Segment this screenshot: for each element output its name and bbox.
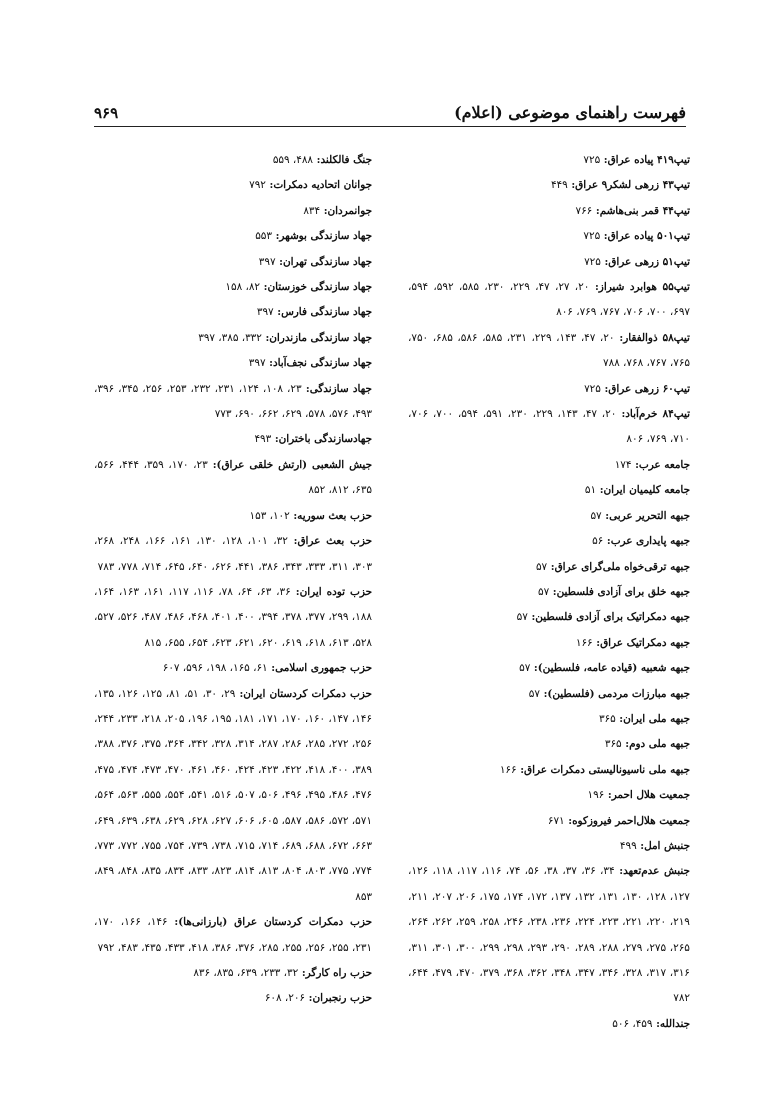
- page-references: ۳۲، ۱۰۱، ۱۲۸، ۱۳۰، ۱۶۱، ۱۶۶، ۲۴۸، ۲۶۸، ۳۰۳، ۳۱۱، ۳۳۳، ۳۴۳، ۳۸۶، ۴۴۱، ۶۲۶، ۶۴۰، ۶۴۵، ۷۱۴، ۷۷۸، ۷۸۳: [94, 535, 372, 573]
- index-term: جمعیت هلال‌احمر فیروزکوه: [572, 814, 690, 827]
- index-term: جوانان اتحادیه دمکرات: [273, 179, 372, 192]
- index-entry: [408, 478, 690, 503]
- term-separator: :: [600, 382, 609, 395]
- page-references: ۲۰، ۴۷، ۱۴۳، ۲۲۹، ۲۳۱، ۵۸۵، ۵۸۶، ۶۸۵، ۷۵۰، ۷۶۵، ۷۶۷، ۷۶۸، ۷۸۸: [408, 331, 690, 370]
- page-references: ۸۳۴: [303, 204, 321, 217]
- index-term: جبهه التحریر عربی: [609, 509, 690, 522]
- term-separator: :: [289, 509, 298, 522]
- index-entry: [94, 529, 372, 580]
- term-separator: :: [603, 535, 611, 548]
- term-separator: :: [600, 255, 609, 268]
- index-term: تیپ۵۱ زرهی عراق: [608, 255, 690, 268]
- index-term: جبهه ملی ناسیونالیستی دمکرات عراق: [524, 763, 690, 776]
- page-references: ۵۷: [590, 509, 602, 522]
- index-entry: [408, 707, 690, 732]
- term-separator: :: [290, 585, 300, 598]
- index-term: حزب جمهوری اسلامی: [275, 662, 372, 675]
- index-term: تیپ۴۴ قمر بنی‌هاشم: [599, 204, 690, 217]
- term-separator: :: [275, 255, 283, 268]
- index-entry: [94, 961, 372, 986]
- term-separator: :: [614, 331, 624, 344]
- term-separator: :: [592, 204, 600, 217]
- term-separator: :: [167, 916, 179, 929]
- index-entry: [408, 859, 690, 1011]
- header-title: فهرست راهنمای موضوعی (اعلام): [454, 103, 686, 122]
- index-entry: [408, 1012, 690, 1037]
- page-references: ۴۴۹: [550, 179, 568, 192]
- page-references: ۴۸۸، ۵۵۹: [272, 154, 313, 166]
- index-entry: [408, 682, 690, 707]
- index-term: جهاد سازندگی خوزستان: [267, 281, 372, 294]
- index-term: جبهه پایداری عرب: [610, 535, 690, 548]
- term-separator: :: [530, 662, 538, 675]
- page-references: ۳۴، ۳۶، ۳۷، ۳۸، ۵۶، ۷۴، ۱۱۶، ۱۱۷، ۱۱۸، ۱۲۶، ۱۲۷، ۱۲۸، ۱۳۰، ۱۳۱، ۱۳۲، ۱۳۷، ۱۷۲، ۱۷۴، ۱۷۵، ۲۰۶، ۲۰۷، ۲۱۱، ۲۱۹، ۲۲۰، ۲۲۱، ۲۲۳، ۲۲۴، ۲۳۶، ۲۳۸، ۲۴۶، ۲۵۸، ۲۵۹، ۲۶۲، ۲۶۴، ۲۶۵، ۲۷۵، ۲۷۹، ۲۸۸، ۲۸۹، ۲۹۰، ۲۹۳، ۲۹۸، ۲۹۹، ۳۰۰، ۳۰۱، ۳۱۱، ۳۱۶، ۳۱۷، ۳۲۸، ۳۴۶، ۳۴۷، ۳۴۸، ۳۶۲، ۳۶۸، ۳۷۹، ۴۷۰، ۴۷۹، ۶۴۴، ۷۸۲: [408, 865, 690, 1005]
- page-references: ۱۷۴: [614, 458, 632, 471]
- index-term: تیپ۴۳ زرهی لشکر۹ عراق: [575, 179, 690, 192]
- page-references: ۷۶۶: [575, 204, 593, 217]
- page-references: ۲۰، ۲۷، ۴۷، ۲۲۹، ۲۳۰، ۵۸۵، ۵۹۲، ۵۹۴، ۶۹۷، ۷۰۰، ۷۰۶، ۷۶۷، ۷۶۹، ۸۰۶: [408, 281, 690, 319]
- index-entry: [408, 732, 690, 757]
- index-term: جهادسازندگی باختران: [278, 433, 372, 446]
- index-term: جوانمردان: [327, 204, 372, 217]
- index-term: جبهه شعبیه (قیاده عامه، فلسطین): [537, 662, 690, 675]
- page-references: ۳۲، ۲۳۳، ۶۳۹، ۸۳۵، ۸۳۶: [193, 967, 299, 979]
- page-references: ۷۲۵: [583, 230, 601, 243]
- index-term: جهاد سازندگی فارس: [281, 306, 372, 319]
- page-references: ۱۶۶: [499, 763, 517, 776]
- index-term: جبهه ترقی‌خواه ملی‌گرای عراق: [554, 560, 690, 573]
- term-separator: :: [614, 865, 624, 878]
- index-term: حزب راه کارگر: [305, 967, 372, 979]
- page-references: ۷۲۵: [583, 154, 601, 166]
- page-references: ۴۵۹، ۵۰۶: [612, 1017, 653, 1030]
- index-entry: [94, 250, 372, 275]
- index-term: حزب بعث سوریه: [297, 509, 372, 522]
- term-separator: :: [267, 662, 276, 675]
- page-references: ۶۷۱: [547, 814, 565, 827]
- index-term: جبهه مبارزات مردمی (فلسطین): [547, 687, 690, 700]
- index-entry: [408, 783, 690, 808]
- index-term: تیپ۵۵ هوابرد شیراز: [598, 281, 690, 294]
- index-term: جبهه ملی ایران: [623, 712, 690, 725]
- term-separator: :: [636, 839, 645, 852]
- index-term: جبهه ملی دوم: [629, 738, 690, 751]
- index-entry: [408, 250, 690, 275]
- index-entry: [408, 529, 690, 554]
- page-references: ۳۶، ۶۳، ۶۴، ۷۸، ۱۱۶، ۱۱۷، ۱۶۱، ۱۶۳، ۱۶۴، ۱۸۸، ۲۹۹، ۳۷۷، ۳۷۸، ۳۹۴، ۴۰۰، ۴۰۱، ۴۶۸، ۴۸۶، ۴۸۷، ۵۲۶، ۵۲۷، ۵۲۸، ۶۱۳، ۶۱۸، ۶۱۹، ۶۲۰، ۶۲۱، ۶۲۳، ۶۵۴، ۶۵۵، ۸۱۵: [94, 585, 372, 649]
- term-separator: :: [615, 712, 624, 725]
- index-entry: [408, 148, 690, 173]
- page-number: ۹۶۹: [94, 104, 119, 122]
- index-term: جبهه خلق برای آزادی فلسطین: [556, 585, 690, 598]
- index-entry: [94, 199, 372, 224]
- index-entry: [408, 402, 690, 453]
- term-separator: :: [652, 1017, 660, 1030]
- right-column: [408, 148, 690, 1037]
- term-separator: :: [298, 967, 306, 979]
- term-separator: :: [601, 509, 610, 522]
- index-term: جبهه دمکراتیک برای آزادی فلسطین: [535, 611, 690, 624]
- page-references: ۵۷: [535, 560, 548, 573]
- index-term: جامعه کلیمیان ایران: [603, 484, 690, 497]
- index-entry: [408, 326, 690, 377]
- page-references: ۵۶: [592, 535, 604, 548]
- index-entry: [94, 910, 372, 961]
- term-separator: :: [261, 331, 270, 344]
- term-separator: :: [235, 687, 244, 700]
- index-term: تیپ۵۸ ذوالفقار: [623, 331, 690, 344]
- term-separator: :: [304, 992, 313, 1005]
- index-term: جنبش عدم‌تعهد: [623, 865, 690, 878]
- index-entry: [94, 656, 372, 681]
- index-entry: [94, 173, 372, 198]
- index-entry: [408, 656, 690, 681]
- index-term: حزب دمکرات کردستان ایران: [243, 687, 372, 700]
- index-entry: [94, 377, 372, 428]
- index-entry: [94, 504, 372, 529]
- index-term: تیپ۶۰ زرهی عراق: [608, 382, 690, 395]
- page-references: ۳۹۷: [258, 255, 276, 268]
- term-separator: :: [320, 204, 328, 217]
- term-separator: :: [600, 154, 608, 166]
- term-separator: :: [547, 560, 555, 573]
- term-separator: :: [260, 281, 268, 294]
- index-entry: [94, 275, 372, 300]
- index-entry: [408, 377, 690, 402]
- page-references: ۸۲، ۱۵۸: [225, 281, 261, 294]
- term-separator: :: [567, 179, 576, 192]
- index-term: جهاد سازندگی تهران: [282, 255, 372, 268]
- page-references: ۳۶۵: [598, 712, 616, 725]
- header-rule: [94, 126, 686, 127]
- term-separator: :: [527, 611, 536, 624]
- page-references: ۲۳، ۱۰۸، ۱۲۴، ۲۳۱، ۲۳۲، ۲۵۳، ۲۵۶، ۳۴۵، ۳۹۶، ۴۹۳، ۵۷۶، ۵۷۸، ۶۲۹، ۶۶۲، ۶۹۰، ۷۷۳: [94, 382, 372, 421]
- page-references: ۵۷: [516, 611, 528, 624]
- index-term: جنبش امل: [644, 839, 690, 852]
- term-separator: :: [621, 738, 630, 751]
- page-references: ۷۹۲: [249, 179, 266, 192]
- index-entry: [408, 224, 690, 249]
- index-entry: [408, 580, 690, 605]
- page-references: ۵۷: [538, 585, 550, 598]
- term-separator: :: [616, 408, 626, 421]
- page-references: ۴۹۳: [254, 433, 272, 446]
- page-references: ۱۹۶: [587, 789, 605, 802]
- term-separator: :: [604, 789, 612, 802]
- index-term: جهاد سازندگی: [309, 382, 372, 395]
- page-header: [94, 92, 686, 122]
- index-term: حزب رنجبران: [312, 992, 372, 1005]
- page-references: ۵۵۳: [255, 230, 272, 243]
- index-entry: [94, 326, 372, 351]
- term-separator: :: [600, 230, 608, 243]
- page-references: ۳۳۲، ۳۸۵، ۳۹۷: [198, 331, 262, 344]
- term-separator: :: [516, 763, 525, 776]
- index-term: حزب دمکرات کردستان عراق (بارزانی‌ها): [178, 916, 372, 929]
- index-term: جهاد سازندگی مازندران: [269, 331, 372, 344]
- index-entry: [408, 809, 690, 834]
- term-separator: :: [265, 357, 273, 370]
- term-separator: :: [539, 687, 548, 700]
- page-references: ۵۷: [519, 662, 531, 675]
- term-separator: :: [631, 458, 639, 471]
- index-entry: [94, 300, 372, 325]
- term-separator: :: [313, 154, 321, 166]
- page-references: ۲۹، ۳۰، ۵۱، ۸۱، ۱۲۵، ۱۲۶، ۱۳۵، ۱۴۶، ۱۴۷، ۱۶۰، ۱۷۰، ۱۷۱، ۱۸۱، ۱۹۵، ۱۹۶، ۲۰۵، ۲۱۸، ۲۳۳، ۲۴۴، ۲۵۶، ۲۷۲، ۲۸۵، ۲۸۶، ۲۸۷، ۳۱۴، ۳۲۸، ۳۴۲، ۳۶۴، ۳۷۵، ۳۷۶، ۳۸۸، ۳۸۹، ۴۰۰، ۴۱۸، ۴۲۲، ۴۲۳، ۴۲۴، ۴۶۰، ۴۶۱، ۴۷۰، ۴۷۳، ۴۷۴، ۴۷۵، ۴۷۶، ۴۸۶، ۴۹۵، ۴۹۶، ۵۰۶، ۵۰۷، ۵۱۶، ۵۴۱، ۵۵۴، ۵۵۵، ۵۶۳، ۵۶۴، ۵۷۱، ۵۷۲، ۵۸۶، ۵۸۷، ۶۰۵، ۶۰۶، ۶۲۷، ۶۲۸، ۶۲۹، ۶۳۸، ۶۳۹، ۶۴۹، ۶۶۳، ۶۷۲، ۶۸۸، ۶۸۹، ۷۱۴، ۷۱۵، ۷۳۸، ۷۳۹، ۷۵۴، ۷۵۵، ۷۷۲، ۷۷۳، ۷۷۴، ۷۷۵، ۸۰۳، ۸۰۴، ۸۱۳، ۸۱۴، ۸۲۳، ۸۳۳، ۸۳۴، ۸۳۵، ۸۴۸، ۸۴۹، ۸۵۳: [94, 687, 372, 903]
- term-separator: :: [271, 433, 279, 446]
- index-term: تیپ۸۴ خرم‌آباد: [625, 408, 690, 421]
- index-entry: [94, 453, 372, 504]
- page-references: ۷۲۵: [584, 382, 601, 395]
- index-term: تیپ۴۱۹ پیاده عراق: [607, 154, 690, 166]
- page-references: ۱۶۶: [575, 636, 593, 649]
- index-term: جندالله: [659, 1017, 690, 1030]
- page-references: ۱۴۶، ۱۶۶، ۱۷۰، ۲۳۱، ۲۵۵، ۲۵۶، ۲۵۵، ۲۸۵، ۳۷۶، ۳۸۶، ۴۱۸، ۴۳۳، ۴۳۵، ۴۸۳، ۷۹۲: [94, 916, 372, 954]
- page-references: ۲۳، ۱۷۰، ۳۵۹، ۴۴۴، ۵۶۶، ۶۳۵، ۸۱۲، ۸۵۲: [94, 458, 372, 497]
- page-references: ۳۹۷: [248, 357, 266, 370]
- page-references: ۶۱، ۱۶۵، ۱۹۸، ۵۹۶، ۶۰۷: [162, 662, 268, 675]
- index-entry: [408, 504, 690, 529]
- page-references: ۳۹۷: [256, 306, 274, 319]
- index-entry: [94, 351, 372, 376]
- term-separator: :: [207, 458, 217, 471]
- term-separator: :: [287, 535, 298, 548]
- index-entry: [94, 986, 372, 1011]
- index-entry: [94, 580, 372, 656]
- index-term: حزب بعث عراق: [297, 535, 372, 548]
- index-entry: [408, 173, 690, 198]
- term-separator: :: [273, 306, 282, 319]
- index-term: جهاد سازندگی بوشهر: [279, 230, 372, 243]
- term-separator: :: [265, 179, 274, 192]
- index-term: جیش الشعبی (ارتش خلقی عراق): [216, 458, 372, 471]
- index-term: جنگ فالکلند: [320, 154, 372, 166]
- index-entry: [408, 758, 690, 783]
- page-references: ۴۹۹: [619, 839, 637, 852]
- index-entry: [408, 605, 690, 630]
- term-separator: :: [549, 585, 557, 598]
- index-term: تیپ۵۰۱ پیاده عراق: [607, 230, 690, 243]
- term-separator: :: [564, 814, 573, 827]
- page-references: ۵۷: [528, 687, 540, 700]
- page-references: ۵۱: [584, 484, 597, 497]
- index-term: جبهه دمکراتیک عراق: [600, 636, 690, 649]
- index-term: جامعه عرب: [638, 458, 690, 471]
- term-separator: :: [271, 230, 280, 243]
- left-column: [94, 148, 372, 1012]
- index-entry: [94, 148, 372, 173]
- term-separator: :: [589, 281, 599, 294]
- index-entry: [94, 682, 372, 911]
- index-term: جمعیت هلال احمر: [611, 789, 690, 802]
- page-references: ۱۰۲، ۱۵۳: [249, 509, 290, 522]
- term-separator: :: [596, 484, 604, 497]
- page-references: ۷۲۵: [584, 255, 601, 268]
- index-entry: [408, 631, 690, 656]
- index-entry: [408, 555, 690, 580]
- term-separator: :: [592, 636, 601, 649]
- index-entry: [408, 453, 690, 478]
- index-term: حزب توده ایران: [299, 585, 372, 598]
- term-separator: :: [301, 382, 310, 395]
- index-entry: [408, 834, 690, 859]
- index-entry: [408, 199, 690, 224]
- index-term: جهاد سازندگی نجف‌آباد: [272, 357, 372, 370]
- index-entry: [408, 275, 690, 326]
- page-references: ۳۶۵: [604, 738, 622, 751]
- page-references: ۲۰۶، ۶۰۸: [264, 992, 305, 1005]
- index-entry: [94, 224, 372, 249]
- page-references: ۲۰، ۴۷، ۱۴۳، ۲۲۹، ۲۳۰، ۵۹۱، ۵۹۴، ۷۰۰، ۷۰۶، ۷۱۰، ۷۶۹، ۸۰۶: [408, 408, 690, 446]
- index-entry: [94, 427, 372, 452]
